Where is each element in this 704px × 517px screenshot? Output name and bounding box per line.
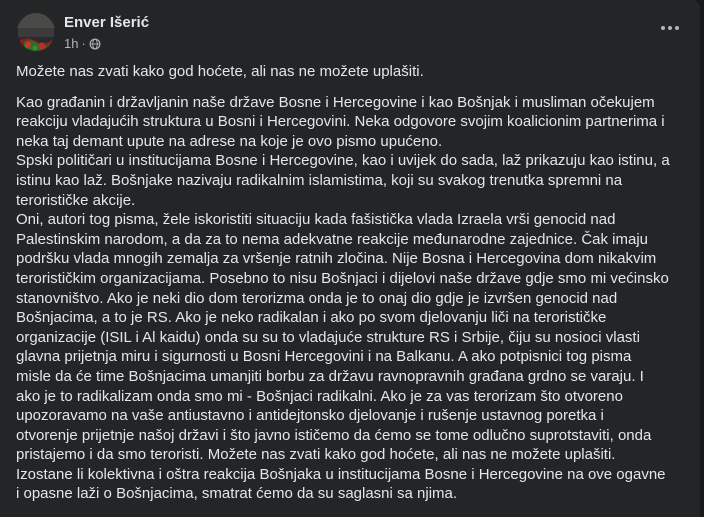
more-options-icon [660, 25, 680, 31]
post-body [16, 62, 680, 515]
author-name[interactable]: Enver Išerić [64, 14, 150, 31]
avatar[interactable] [16, 12, 56, 52]
post-paragraph-1: Možete nas zvati kako god hoćete, ali nas ne možete uplašiti. [16, 63, 424, 80]
more-options-button[interactable] [656, 18, 684, 38]
post-meta [64, 36, 101, 51]
profile-avatar-icon [16, 12, 56, 52]
post-time[interactable]: 1h [64, 36, 79, 51]
globe-icon[interactable] [89, 38, 101, 50]
meta-separator: · [81, 36, 86, 51]
post-header [16, 12, 684, 52]
post-paragraph-2: Kao građanin i državljanin naše države Bosne i Hercegovine i kao Bošnjak i musliman očekujem reakciju vladajućih struktura u Bosni i Hercegovini. Neka odgovore svojim koalicionim partnerima i neka taj demant upute na adrese na koje je ovo pismo upućeno. Spski političari u institucijama Bosne i Hercegovine, kao i uvijek do sada, laž prikazuju kao istinu, a istinu kao laž. Bošnjake nazivaju radikalnim islamistima, koji su svakog trenutka spremni na terorističke akcije. Oni, autori tog pisma, žele iskoristiti situaciju kada fašistička vlada Izraela vrši genocid nad Palestinskim narodom, a da za to nema adekvatne reakcije međunarodne zajednice. Čak imaju podršku vlada mnogih zemalja za vršenje ratnih zločina. Nije Bosna i Hercegovina dom nikakvim terorističkim organizacijama. Posebno to nisu Bošnjaci i dijelovi naše države gdje smo mi većinsko stanovništvo. Ako je neki dio dom terorizma onda je to onaj dio gdje je izvršen genocid nad Bošnjacima, a to je RS. Ako je neko radikalan i ako po svom djelovanju liči na terorističke organizacije (ISIL i Al kaidu) onda su su to vladajuće strukture RS i Srbije, čiju su nosioci vlasti glavna prijetnja miru i sigurnosti u Bosni Hercegovini i na Balkanu. A ako potpisnici tog pisma misle da će time Bošnjacima umanjiti borbu za državu ravnopravnih građana grdno se varaju. I ako je to radikalizam onda smo mi - Bošnjaci radikalni. Ako je za vas terorizam što otvoreno upozoravamo na vaše antiustavno i antidejtonsko djelovanje i rušenje ustavnog poretka i otvorenje prijetnje našoj državi i što javno ističemo da ćemo se tome odlučno suprotstaviti, onda pristajemo i da smo teroristi. Možete nas zvati kako god hoćete, ali nas ne možete uplašiti. Izostane li kolektivna i oštra reakcija Bošnjaka u institucijama Bosne i Hercegovine na ove ogavne i opasne laži o Bošnjacima, smatrat ćemo da su saglasni sa njima. [16, 93, 670, 503]
